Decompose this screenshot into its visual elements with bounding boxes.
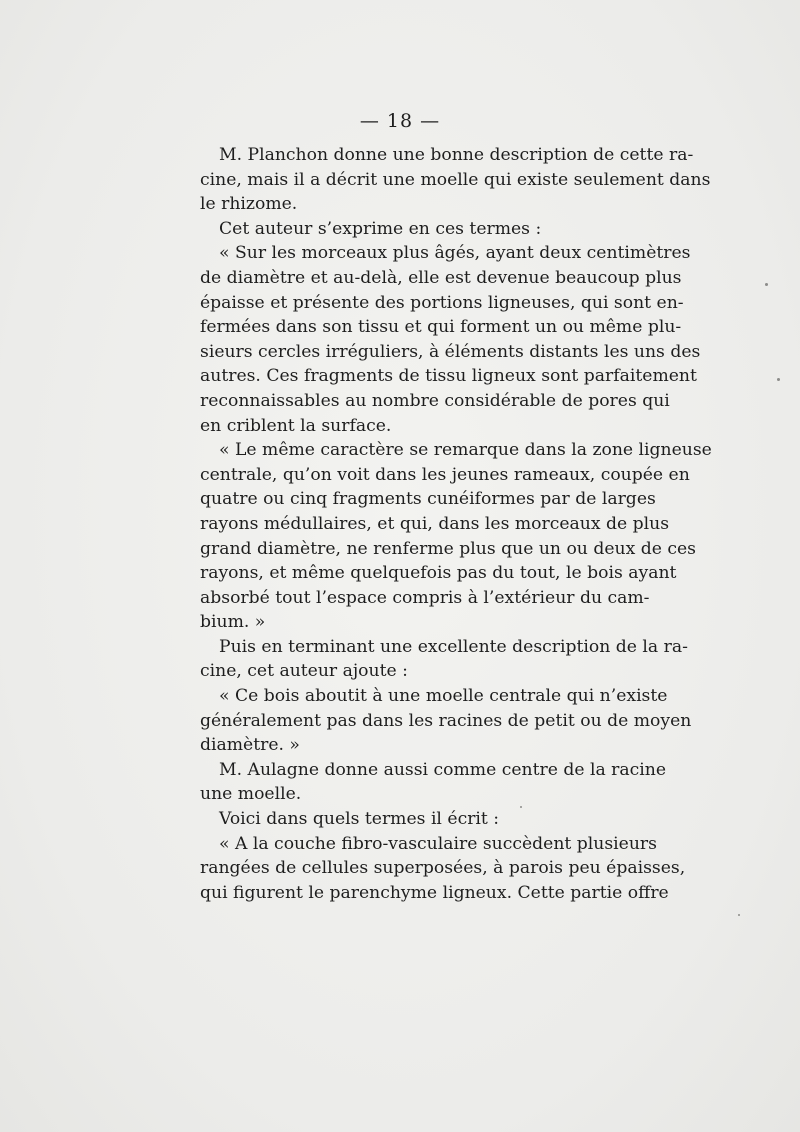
text-line: une moelle. bbox=[200, 784, 302, 805]
text-line: Cet auteur s’exprime en ces termes : bbox=[219, 218, 542, 239]
text-line: en criblent la surface. bbox=[200, 415, 392, 436]
text-line: cine, mais il a décrit une moelle qui existe seulement dans bbox=[200, 169, 711, 190]
text-line: épaisse et présente des portions ligneuses, qui sont en- bbox=[200, 292, 684, 313]
text-line: le rhizome. bbox=[200, 194, 298, 215]
text-line: « A la couche fibro-vasculaire succèdent plusieurs bbox=[219, 833, 657, 854]
text-line: de diamètre et au-delà, elle est devenue beaucoup plus bbox=[200, 267, 682, 288]
text-line: autres. Ces fragments de tissu ligneux sont parfaitement bbox=[200, 366, 697, 387]
text-line: Voici dans quels termes il écrit : bbox=[219, 809, 500, 830]
text-line: sieurs cercles irréguliers, à éléments distants les uns des bbox=[200, 341, 701, 362]
text-line: grand diamètre, ne renferme plus que un ou deux de ces bbox=[200, 538, 696, 559]
text-line: fermées dans son tissu et qui forment un ou même plu- bbox=[200, 317, 682, 338]
text-line: rayons médullaires, et qui, dans les morceaux de plus bbox=[200, 513, 670, 534]
text-line: Puis en terminant une excellente description de la ra- bbox=[219, 636, 688, 657]
text-line: « Le même caractère se remarque dans la zone ligneuse bbox=[219, 440, 712, 461]
text-line: cine, cet auteur ajoute : bbox=[200, 661, 408, 682]
text-line: reconnaissables au nombre considérable de pores qui bbox=[200, 390, 670, 411]
body-text bbox=[200, 143, 712, 905]
paper-speck bbox=[765, 283, 768, 286]
text-line: absorbé tout l’espace compris à l’extérieur du cam- bbox=[200, 587, 650, 608]
text-line: diamètre. » bbox=[200, 735, 300, 756]
paper-speck bbox=[777, 378, 780, 381]
text-line: bium. » bbox=[200, 612, 266, 633]
text-line: rayons, et même quelquefois pas du tout, le bois ayant bbox=[200, 563, 677, 584]
text-line: M. Aulagne donne aussi comme centre de la racine bbox=[219, 759, 667, 780]
text-line: « Ce bois aboutit à une moelle centrale qui n’existe bbox=[219, 686, 668, 707]
paper-speck bbox=[738, 914, 740, 916]
text-line: « Sur les morceaux plus âgés, ayant deux centimètres bbox=[219, 243, 691, 264]
text-line: qui figurent le parenchyme ligneux. Cette partie offre bbox=[200, 882, 669, 903]
page-number: — 18 — bbox=[359, 110, 441, 132]
text-line: quatre ou cinq fragments cunéiformes par de larges bbox=[200, 489, 656, 510]
text-line: généralement pas dans les racines de petit ou de moyen bbox=[200, 710, 692, 731]
text-line: centrale, qu’on voit dans les jeunes rameaux, coupée en bbox=[200, 464, 690, 485]
text-line: rangées de cellules superposées, à parois peu épaisses, bbox=[200, 858, 686, 879]
text-line: M. Planchon donne une bonne description de cette ra- bbox=[219, 145, 694, 165]
